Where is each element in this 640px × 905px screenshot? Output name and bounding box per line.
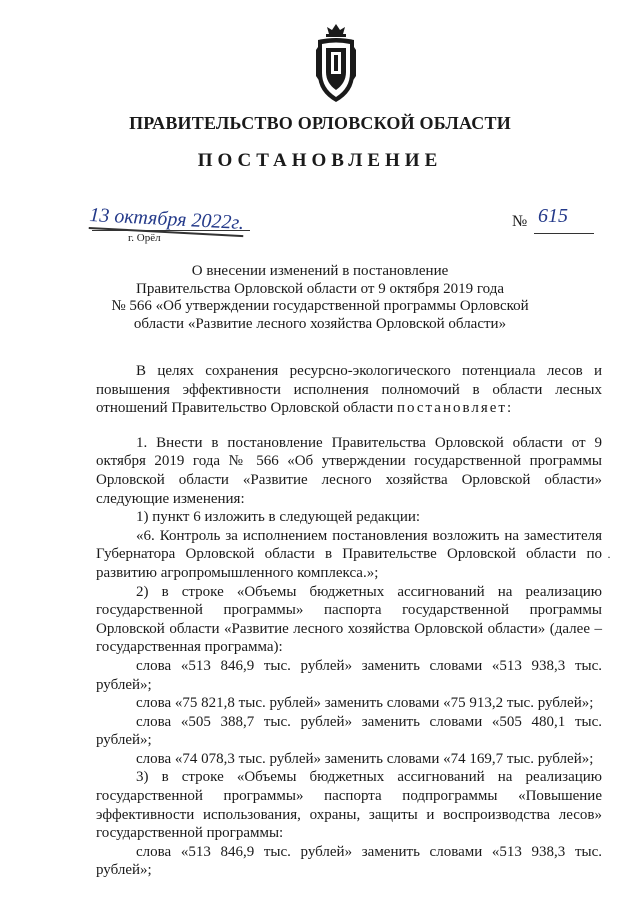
handwritten-number: 615 (538, 205, 568, 227)
title-line: № 566 «Об утверждении государственной программы Орловской (111, 298, 529, 314)
title-line: О внесении изменений в постановление (191, 263, 449, 279)
handwritten-date: 13 октября 2022г. (88, 204, 245, 235)
preamble-paragraph (96, 362, 602, 418)
item-1-2: 2) в строке «Объемы бюджетных ассигнований на реализацию государственной программы» паспорта государственной программы Орловской области «Развитие лесного хозяйства Орловской области» (далее – государственная программа): (96, 583, 602, 656)
item-1: 1. Внести в постановление Правительства Орловской области от 9 октября 2019 года № 566 «Об утверждении государственной программы Орловской области «Развитие лесного хозяйства Орловской области» следующие изменения: (96, 434, 602, 507)
item-1-1: 1) пункт 6 изложить в следующей редакции: (136, 509, 421, 526)
item-1-2-c: слова «505 388,7 тыс. рублей» заменить словами «505 480,1 тыс. рублей»; (96, 713, 602, 749)
document-type: ПОСТАНОВЛЕНИЕ (197, 150, 443, 171)
margin-mark: · (607, 550, 611, 564)
preamble-emphasis: постановляет: (396, 400, 514, 417)
document-body (96, 362, 602, 880)
item-1-2-b: слова «75 821,8 тыс. рублей» заменить словами «75 913,2 тыс. рублей»; (136, 695, 594, 712)
item-1-2-a: слова «513 846,9 тыс. рублей» заменить словами «513 938,3 тыс. рублей»; (96, 657, 602, 693)
preamble-text: В целях сохранения ресурсно-экологического потенциала лесов и повышения эффективности исполнения полномочий в области лесных отношений Правительство Орловской области (96, 363, 602, 417)
item-1-3-a: слова «513 846,9 тыс. рублей» заменить словами «513 938,3 тыс. рублей»; (96, 843, 602, 879)
item-1-1-quote: «6. Контроль за исполнением постановления возложить на заместителя Губернатора Орловской области в Правительстве Орловской области по развитию агропромышленного комплекса.»; (96, 527, 602, 581)
title-line: области «Развитие лесного хозяйства Орловской области» (133, 315, 507, 332)
date-underline (92, 230, 250, 231)
number-underline (534, 233, 594, 234)
issuing-authority: ПРАВИТЕЛЬСТВО ОРЛОВСКОЙ ОБЛАСТИ (129, 113, 511, 133)
place-of-issue: г. Орёл (128, 232, 161, 244)
document-title (60, 263, 580, 333)
coat-of-arms-emblem (312, 22, 360, 106)
item-1-3: 3) в строке «Объемы бюджетных ассигнований на реализацию государственной программы» паспорта подпрограммы «Повышение эффективности использования, охраны, защиты и воспроизводства лесов» государственной программы: (96, 769, 602, 842)
number-label: № (512, 213, 528, 230)
title-line: Правительства Орловской области от 9 октября 2019 года (136, 280, 504, 297)
item-1-2-d: слова «74 078,3 тыс. рублей» заменить словами «74 169,7 тыс. рублей»; (136, 750, 594, 767)
